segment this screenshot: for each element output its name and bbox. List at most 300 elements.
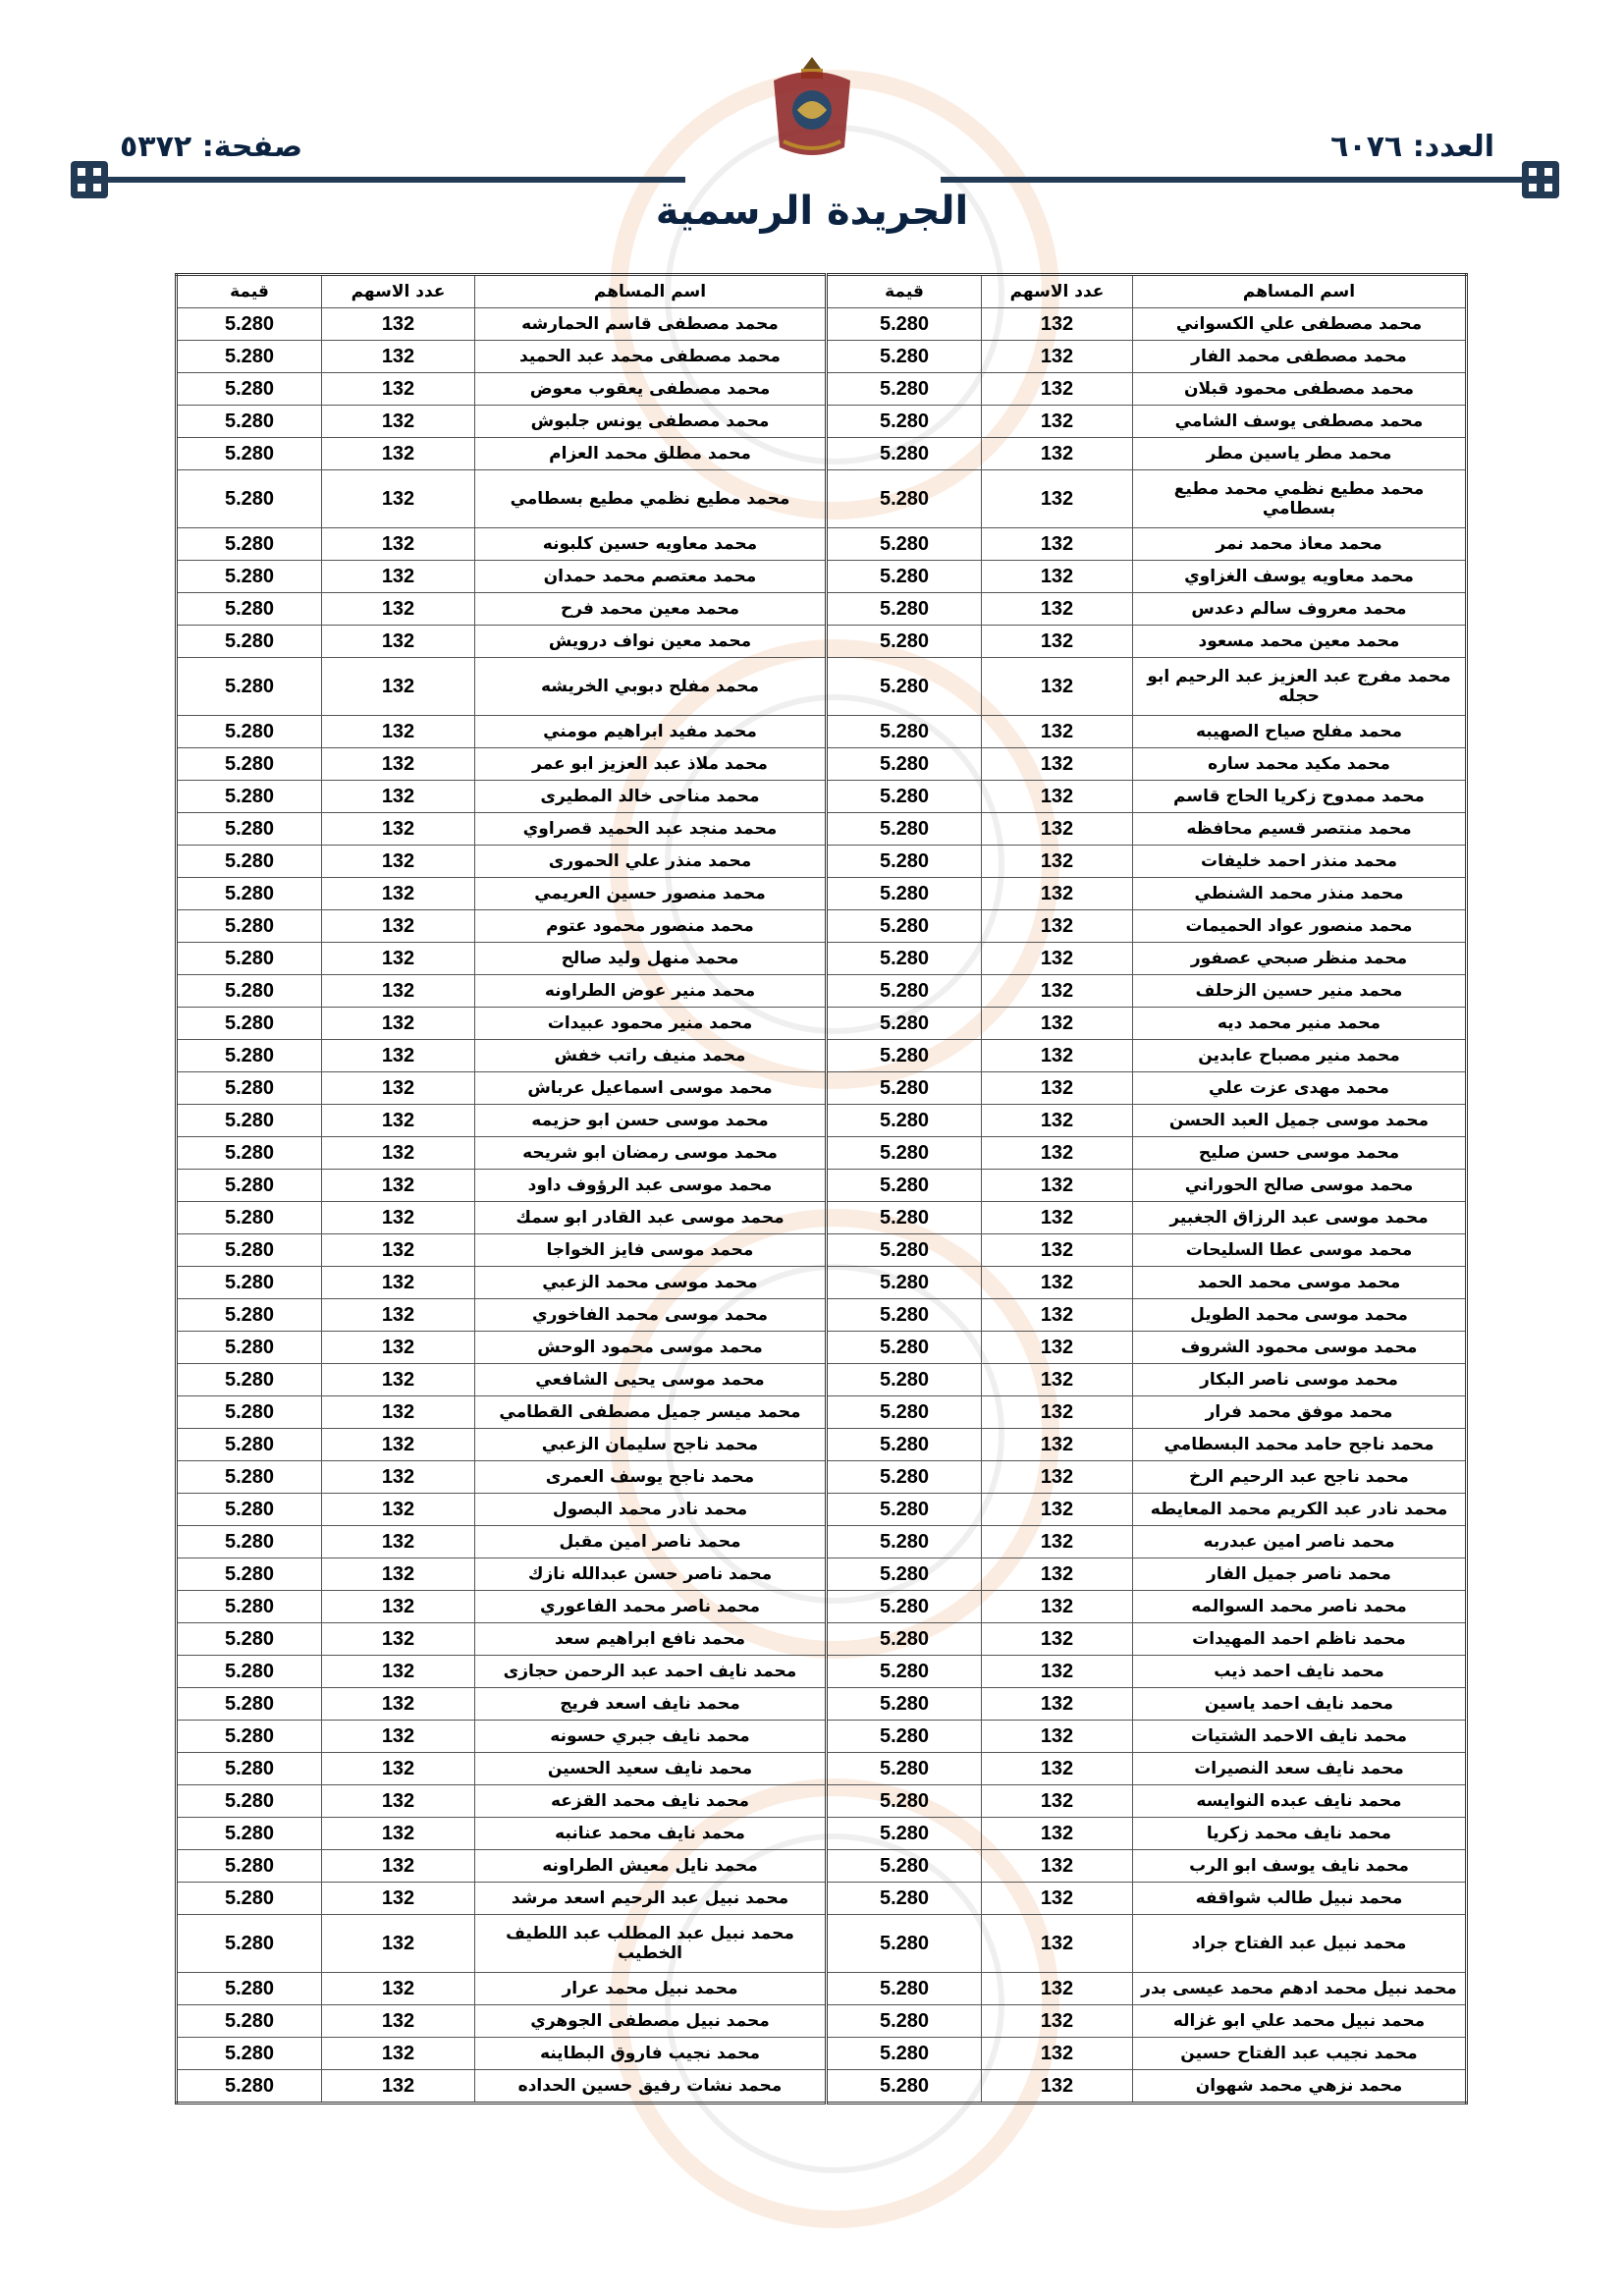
share-count-cell: 132: [322, 1105, 475, 1137]
table-row: [177, 470, 1467, 528]
share-count-cell: 132: [322, 561, 475, 593]
share-count-cell: 132: [982, 1818, 1133, 1850]
share-count-cell: 132: [982, 1973, 1133, 2005]
share-count-cell: 132: [322, 1591, 475, 1623]
header-rule-left: [116, 177, 685, 183]
shareholder-name-cell: محمد نزهي محمد شهوان: [1133, 2070, 1467, 2104]
table-row: [177, 1558, 1467, 1591]
share-count-cell: 132: [322, 1753, 475, 1785]
shareholder-name-cell: محمد نجيب عبد الفتاح حسين: [1133, 2038, 1467, 2070]
share-value-cell: 5.280: [827, 1461, 982, 1494]
share-count-cell: 132: [982, 2005, 1133, 2038]
share-count-cell: 132: [322, 1072, 475, 1105]
table-row: [177, 1105, 1467, 1137]
shareholder-name-cell: محمد ناجح يوسف العمرى: [475, 1461, 827, 1494]
share-count-cell: 132: [322, 716, 475, 748]
share-count-cell: 132: [982, 975, 1133, 1008]
share-count-cell: 132: [982, 910, 1133, 943]
share-value-cell: 5.280: [177, 2005, 322, 2038]
shareholder-name-cell: محمد ناجح سليمان الزعبي: [475, 1429, 827, 1461]
share-count-cell: 132: [982, 308, 1133, 341]
share-count-cell: 132: [322, 878, 475, 910]
share-value-cell: 5.280: [827, 1202, 982, 1234]
share-count-cell: 132: [982, 1461, 1133, 1494]
shareholder-name-cell: محمد موسى جميل العبد الحسن: [1133, 1105, 1467, 1137]
share-count-cell: 132: [982, 1396, 1133, 1429]
table-row: [177, 878, 1467, 910]
share-value-cell: 5.280: [177, 470, 322, 528]
share-value-cell: 5.280: [827, 1883, 982, 1915]
shareholder-name-cell: محمد موسى ناصر البكار: [1133, 1364, 1467, 1396]
share-value-cell: 5.280: [827, 1170, 982, 1202]
share-value-cell: 5.280: [827, 1526, 982, 1558]
shareholder-name-cell: محمد موسى محمد الزعبي: [475, 1267, 827, 1299]
share-count-cell: 132: [982, 846, 1133, 878]
shareholder-name-cell: محمد نايل معيش الطراونه: [475, 1850, 827, 1883]
shareholder-name-cell: محمد منير محمد ديه: [1133, 1008, 1467, 1040]
share-count-cell: 132: [322, 1850, 475, 1883]
share-count-cell: 132: [982, 1072, 1133, 1105]
share-value-cell: 5.280: [177, 1429, 322, 1461]
table-row: [177, 910, 1467, 943]
share-value-cell: 5.280: [827, 1105, 982, 1137]
share-count-cell: 132: [322, 1656, 475, 1688]
shareholder-name-cell: محمد منير محمود عبيدات: [475, 1008, 827, 1040]
table-row: [177, 406, 1467, 438]
shareholder-name-cell: محمد نجيب فاروق البطاينه: [475, 2038, 827, 2070]
shareholder-name-cell: محمد ناصر محمد الفاعوري: [475, 1591, 827, 1623]
shareholder-name-cell: محمد موسى محمد الطويل: [1133, 1299, 1467, 1332]
shareholder-name-cell: محمد نادر عبد الكريم محمد المعايطه: [1133, 1494, 1467, 1526]
share-value-cell: 5.280: [827, 813, 982, 846]
shareholder-name-cell: محمد نايف اسعد فريج: [475, 1688, 827, 1721]
share-value-cell: 5.280: [827, 1332, 982, 1364]
share-count-cell: 132: [322, 438, 475, 470]
share-count-cell: 132: [322, 1008, 475, 1040]
share-value-cell: 5.280: [827, 1008, 982, 1040]
share-value-cell: 5.280: [177, 1040, 322, 1072]
share-value-cell: 5.280: [177, 2070, 322, 2104]
shareholder-name-cell: محمد منهل وليد صالح: [475, 943, 827, 975]
share-count-cell: 132: [982, 470, 1133, 528]
table-row: [177, 1623, 1467, 1656]
share-count-cell: 132: [322, 2005, 475, 2038]
table-row: [177, 1526, 1467, 1558]
table-row: [177, 1364, 1467, 1396]
share-value-cell: 5.280: [827, 1429, 982, 1461]
share-count-cell: 132: [982, 373, 1133, 406]
shareholder-name-cell: محمد مفرج عبد العزيز عبد الرحيم ابو حجله: [1133, 658, 1467, 716]
share-value-cell: 5.280: [177, 438, 322, 470]
shareholder-name-cell: محمد ناظم احمد المهيدات: [1133, 1623, 1467, 1656]
shareholder-name-cell: محمد موسى صالح الحوراني: [1133, 1170, 1467, 1202]
share-value-cell: 5.280: [827, 910, 982, 943]
table-row: [177, 1137, 1467, 1170]
shareholder-name-cell: محمد موسى محمود الشروف: [1133, 1332, 1467, 1364]
share-count-cell: 132: [982, 813, 1133, 846]
shareholder-name-cell: محمد منذر محمد الشنطي: [1133, 878, 1467, 910]
share-count-cell: 132: [982, 406, 1133, 438]
share-count-cell: 132: [322, 1137, 475, 1170]
table-row: [177, 1008, 1467, 1040]
share-value-cell: 5.280: [827, 1973, 982, 2005]
share-count-cell: 132: [322, 1461, 475, 1494]
share-count-cell: 132: [982, 658, 1133, 716]
share-value-cell: 5.280: [827, 626, 982, 658]
share-value-cell: 5.280: [177, 1332, 322, 1364]
share-value-cell: 5.280: [827, 943, 982, 975]
share-value-cell: 5.280: [177, 593, 322, 626]
shareholder-name-cell: محمد منذر احمد خليفات: [1133, 846, 1467, 878]
share-value-cell: 5.280: [177, 1364, 322, 1396]
share-count-cell: 132: [982, 528, 1133, 561]
share-value-cell: 5.280: [177, 1105, 322, 1137]
shareholder-name-cell: محمد مطلق محمد العزام: [475, 438, 827, 470]
table-row: [177, 1332, 1467, 1364]
share-count-cell: 132: [322, 406, 475, 438]
share-count-cell: 132: [322, 975, 475, 1008]
table-row: [177, 1753, 1467, 1785]
shareholder-name-cell: محمد منجد عبد الحميد قصراوي: [475, 813, 827, 846]
share-value-cell: 5.280: [177, 1721, 322, 1753]
shareholder-name-cell: محمد منير عوض الطراونه: [475, 975, 827, 1008]
share-value-cell: 5.280: [177, 748, 322, 781]
share-value-cell: 5.280: [827, 748, 982, 781]
share-value-cell: 5.280: [177, 1008, 322, 1040]
share-value-cell: 5.280: [177, 406, 322, 438]
table-row: [177, 1883, 1467, 1915]
table-row: [177, 2070, 1467, 2104]
table-row: [177, 1234, 1467, 1267]
table-row: [177, 1591, 1467, 1623]
share-value-cell: 5.280: [177, 1202, 322, 1234]
share-value-cell: 5.280: [827, 1494, 982, 1526]
share-count-cell: 132: [322, 1396, 475, 1429]
table-row: [177, 528, 1467, 561]
share-count-cell: 132: [322, 2038, 475, 2070]
shareholder-name-cell: محمد معين محمد مسعود: [1133, 626, 1467, 658]
share-value-cell: 5.280: [827, 1137, 982, 1170]
share-count-cell: 132: [982, 1526, 1133, 1558]
share-value-cell: 5.280: [177, 1137, 322, 1170]
share-count-cell: 132: [982, 1299, 1133, 1332]
share-count-cell: 132: [322, 1688, 475, 1721]
shareholder-name-cell: محمد نادر محمد البصول: [475, 1494, 827, 1526]
share-value-cell: 5.280: [827, 1818, 982, 1850]
share-value-cell: 5.280: [177, 1558, 322, 1591]
share-count-cell: 132: [982, 878, 1133, 910]
share-value-cell: 5.280: [827, 1591, 982, 1623]
header-rule-right: [941, 177, 1512, 183]
share-count-cell: 132: [322, 910, 475, 943]
table-row: [177, 1656, 1467, 1688]
shareholder-name-cell: محمد منظر صبحي عصفور: [1133, 943, 1467, 975]
shareholder-name-cell: محمد موسى يحيى الشافعي: [475, 1364, 827, 1396]
share-count-cell: 132: [982, 1105, 1133, 1137]
shareholder-name-cell: محمد نبيل طالب شواقفه: [1133, 1883, 1467, 1915]
share-count-cell: 132: [322, 1364, 475, 1396]
shareholder-name-cell: محمد معروف سالم دعدس: [1133, 593, 1467, 626]
shareholders-table: [175, 273, 1468, 2105]
table-row: [177, 846, 1467, 878]
share-count-cell: 132: [982, 1364, 1133, 1396]
share-value-cell: 5.280: [827, 846, 982, 878]
shareholder-name-cell: محمد مهدى عزت علي: [1133, 1072, 1467, 1105]
share-value-cell: 5.280: [827, 438, 982, 470]
shareholder-name-cell: محمد نشات رفيق حسين الحداده: [475, 2070, 827, 2104]
share-count-cell: 132: [982, 716, 1133, 748]
share-value-cell: 5.280: [827, 878, 982, 910]
share-value-cell: 5.280: [177, 1170, 322, 1202]
share-value-cell: 5.280: [827, 1072, 982, 1105]
shareholder-name-cell: محمد مصطفى قاسم الحمارشه: [475, 308, 827, 341]
share-count-cell: 132: [322, 846, 475, 878]
table-row: [177, 975, 1467, 1008]
shareholder-name-cell: محمد نايف عبده النوايسه: [1133, 1785, 1467, 1818]
share-count-cell: 132: [982, 1267, 1133, 1299]
shareholder-name-cell: محمد ناجح حامد محمد البسطامي: [1133, 1429, 1467, 1461]
share-value-cell: 5.280: [177, 1915, 322, 1973]
share-value-cell: 5.280: [827, 975, 982, 1008]
shareholder-name-cell: محمد معاذ محمد نمر: [1133, 528, 1467, 561]
share-value-cell: 5.280: [827, 1267, 982, 1299]
share-count-cell: 132: [982, 748, 1133, 781]
shareholder-name-cell: محمد نبيل محمد ادهم محمد عيسى بدر: [1133, 1973, 1467, 2005]
share-count-cell: 132: [982, 561, 1133, 593]
share-value-cell: 5.280: [177, 943, 322, 975]
share-count-cell: 132: [982, 438, 1133, 470]
share-value-cell: 5.280: [177, 975, 322, 1008]
table-row: [177, 1688, 1467, 1721]
share-value-cell: 5.280: [177, 1591, 322, 1623]
table-row: [177, 626, 1467, 658]
column-header-name: اسم المساهم: [475, 275, 827, 308]
share-value-cell: 5.280: [177, 1785, 322, 1818]
table-row: [177, 373, 1467, 406]
shareholder-name-cell: محمد نايف احمد ذيب: [1133, 1656, 1467, 1688]
share-count-cell: 132: [322, 1721, 475, 1753]
shareholder-name-cell: محمد مصطفى يوسف الشامي: [1133, 406, 1467, 438]
share-value-cell: 5.280: [827, 1558, 982, 1591]
share-value-cell: 5.280: [827, 2038, 982, 2070]
shareholder-name-cell: محمد معاويه حسين كلبونه: [475, 528, 827, 561]
shareholder-name-cell: محمد معين محمد فرح: [475, 593, 827, 626]
column-header-name: اسم المساهم: [1133, 275, 1467, 308]
table-row: [177, 1818, 1467, 1850]
share-count-cell: 132: [322, 1915, 475, 1973]
share-value-cell: 5.280: [827, 2005, 982, 2038]
shareholder-name-cell: محمد موسى عبد الرزاق الجغبير: [1133, 1202, 1467, 1234]
shareholder-name-cell: محمد موسى عبد الرؤوف داود: [475, 1170, 827, 1202]
share-value-cell: 5.280: [827, 528, 982, 561]
share-value-cell: 5.280: [177, 308, 322, 341]
column-header-value: قيمة: [827, 275, 982, 308]
share-count-cell: 132: [982, 1883, 1133, 1915]
share-count-cell: 132: [322, 308, 475, 341]
shareholder-name-cell: محمد نايف يوسف ابو الرب: [1133, 1850, 1467, 1883]
share-value-cell: 5.280: [177, 716, 322, 748]
share-count-cell: 132: [322, 1818, 475, 1850]
shareholder-name-cell: محمد موفق محمد فرار: [1133, 1396, 1467, 1429]
share-value-cell: 5.280: [177, 1753, 322, 1785]
shareholder-name-cell: محمد موسى عطا السليحات: [1133, 1234, 1467, 1267]
shareholder-name-cell: محمد نايف محمد عنانبه: [475, 1818, 827, 1850]
share-value-cell: 5.280: [827, 1396, 982, 1429]
share-value-cell: 5.280: [177, 1688, 322, 1721]
shareholder-name-cell: محمد منصور عواد الحميمات: [1133, 910, 1467, 943]
share-count-cell: 132: [982, 1753, 1133, 1785]
share-count-cell: 132: [322, 1202, 475, 1234]
share-count-cell: 132: [982, 1332, 1133, 1364]
share-value-cell: 5.280: [827, 658, 982, 716]
shareholder-name-cell: محمد منيف راتب خفش: [475, 1040, 827, 1072]
share-value-cell: 5.280: [177, 1656, 322, 1688]
gazette-title: الجريدة الرسمية: [655, 189, 969, 234]
share-value-cell: 5.280: [177, 1526, 322, 1558]
shareholder-name-cell: محمد موسى حسن ابو حزيمه: [475, 1105, 827, 1137]
share-value-cell: 5.280: [177, 658, 322, 716]
shareholder-name-cell: محمد نبيل مصطفى الجوهري: [475, 2005, 827, 2038]
share-count-cell: 132: [982, 1688, 1133, 1721]
share-value-cell: 5.280: [177, 528, 322, 561]
shareholder-name-cell: محمد نبيل محمد علي ابو غزاله: [1133, 2005, 1467, 2038]
table-header-row: [177, 275, 1467, 308]
share-value-cell: 5.280: [177, 341, 322, 373]
shareholder-name-cell: محمد نبيل عبد الفتاح جراد: [1133, 1915, 1467, 1973]
share-count-cell: 132: [982, 2070, 1133, 2104]
share-count-cell: 132: [322, 528, 475, 561]
table-row: [177, 341, 1467, 373]
share-count-cell: 132: [322, 1558, 475, 1591]
shareholder-name-cell: محمد مصطفى محمد عبد الحميد: [475, 341, 827, 373]
share-count-cell: 132: [322, 781, 475, 813]
share-count-cell: 132: [982, 341, 1133, 373]
shareholder-name-cell: محمد معين نواف درويش: [475, 626, 827, 658]
share-count-cell: 132: [982, 626, 1133, 658]
share-value-cell: 5.280: [827, 1656, 982, 1688]
share-count-cell: 132: [322, 1785, 475, 1818]
table-row: [177, 1721, 1467, 1753]
share-value-cell: 5.280: [177, 813, 322, 846]
shareholder-name-cell: محمد مطيع نظمي محمد مطيع بسطامي: [1133, 470, 1467, 528]
shareholder-name-cell: محمد مطيع نظمي مطيع بسطامي: [475, 470, 827, 528]
shareholder-name-cell: محمد منذر علي الحمورى: [475, 846, 827, 878]
share-count-cell: 132: [982, 1234, 1133, 1267]
share-value-cell: 5.280: [177, 878, 322, 910]
share-count-cell: 132: [322, 1494, 475, 1526]
share-value-cell: 5.280: [177, 1072, 322, 1105]
share-value-cell: 5.280: [177, 1818, 322, 1850]
table-row: [177, 1785, 1467, 1818]
share-count-cell: 132: [982, 1170, 1133, 1202]
share-count-cell: 132: [982, 2038, 1133, 2070]
shareholder-name-cell: محمد منير حسين الزحلف: [1133, 975, 1467, 1008]
share-count-cell: 132: [982, 943, 1133, 975]
share-value-cell: 5.280: [177, 781, 322, 813]
share-count-cell: 132: [982, 1850, 1133, 1883]
table-row: [177, 1170, 1467, 1202]
share-count-cell: 132: [322, 1234, 475, 1267]
table-row: [177, 1396, 1467, 1429]
share-value-cell: 5.280: [827, 2070, 982, 2104]
share-count-cell: 132: [322, 1332, 475, 1364]
share-value-cell: 5.280: [827, 1234, 982, 1267]
shareholder-name-cell: محمد ناجح عبد الرحيم الرخ: [1133, 1461, 1467, 1494]
share-value-cell: 5.280: [827, 308, 982, 341]
share-count-cell: 132: [322, 1526, 475, 1558]
table-row: [177, 1299, 1467, 1332]
shareholder-name-cell: محمد نايف سعيد الحسين: [475, 1753, 827, 1785]
share-value-cell: 5.280: [177, 2038, 322, 2070]
shareholder-name-cell: محمد معتصم محمد حمدان: [475, 561, 827, 593]
share-value-cell: 5.280: [177, 1883, 322, 1915]
shareholder-name-cell: محمد مفلح صياح الصهيبه: [1133, 716, 1467, 748]
share-count-cell: 132: [982, 1656, 1133, 1688]
shareholder-name-cell: محمد منتصر قسيم محافظه: [1133, 813, 1467, 846]
shareholder-name-cell: محمد معاويه يوسف الغزاوي: [1133, 561, 1467, 593]
table-row: [177, 943, 1467, 975]
share-count-cell: 132: [982, 1915, 1133, 1973]
shareholder-name-cell: محمد موسى اسماعيل عرباش: [475, 1072, 827, 1105]
share-count-cell: 132: [982, 1202, 1133, 1234]
shareholder-name-cell: محمد مفلح دبوبي الخريشه: [475, 658, 827, 716]
share-value-cell: 5.280: [827, 716, 982, 748]
shareholder-name-cell: محمد نايف سعد النصيرات: [1133, 1753, 1467, 1785]
share-count-cell: 132: [322, 373, 475, 406]
column-header-value: قيمة: [177, 275, 322, 308]
page-header: [0, 0, 1624, 265]
shareholder-name-cell: محمد موسى رمضان ابو شريحه: [475, 1137, 827, 1170]
table-row: [177, 1494, 1467, 1526]
share-count-cell: 132: [322, 1267, 475, 1299]
shareholder-name-cell: محمد موسى محمد الحمد: [1133, 1267, 1467, 1299]
coat-of-arms-icon: [764, 53, 860, 163]
table-row: [177, 438, 1467, 470]
share-value-cell: 5.280: [827, 1721, 982, 1753]
share-value-cell: 5.280: [177, 1396, 322, 1429]
table-row: [177, 1461, 1467, 1494]
page-number: صفحة: ٥٣٧٢: [120, 130, 303, 164]
table-row: [177, 1202, 1467, 1234]
shareholders-table-wrapper: [175, 273, 1465, 2105]
table-row: [177, 1040, 1467, 1072]
share-value-cell: 5.280: [827, 593, 982, 626]
share-count-cell: 132: [322, 1973, 475, 2005]
share-count-cell: 132: [982, 1785, 1133, 1818]
share-value-cell: 5.280: [177, 1267, 322, 1299]
share-value-cell: 5.280: [177, 626, 322, 658]
share-count-cell: 132: [322, 748, 475, 781]
column-header-count: عدد الاسهم: [322, 275, 475, 308]
shareholder-name-cell: محمد مفيد ابراهيم مومني: [475, 716, 827, 748]
table-row: [177, 308, 1467, 341]
share-count-cell: 132: [982, 1558, 1133, 1591]
share-value-cell: 5.280: [177, 561, 322, 593]
share-value-cell: 5.280: [827, 470, 982, 528]
shareholder-name-cell: محمد موسى محمد الفاخوري: [475, 1299, 827, 1332]
shareholder-name-cell: محمد مصطفى محمود قبلان: [1133, 373, 1467, 406]
share-count-cell: 132: [982, 593, 1133, 626]
table-row: [177, 813, 1467, 846]
share-count-cell: 132: [982, 1623, 1133, 1656]
share-count-cell: 132: [322, 1429, 475, 1461]
shareholder-name-cell: محمد موسى حسن صليح: [1133, 1137, 1467, 1170]
share-count-cell: 132: [982, 1137, 1133, 1170]
shareholder-name-cell: محمد موسى فايز الخواجا: [475, 1234, 827, 1267]
shareholder-name-cell: محمد ناصر حسن عبدالله نازك: [475, 1558, 827, 1591]
share-value-cell: 5.280: [177, 1234, 322, 1267]
share-count-cell: 132: [322, 626, 475, 658]
